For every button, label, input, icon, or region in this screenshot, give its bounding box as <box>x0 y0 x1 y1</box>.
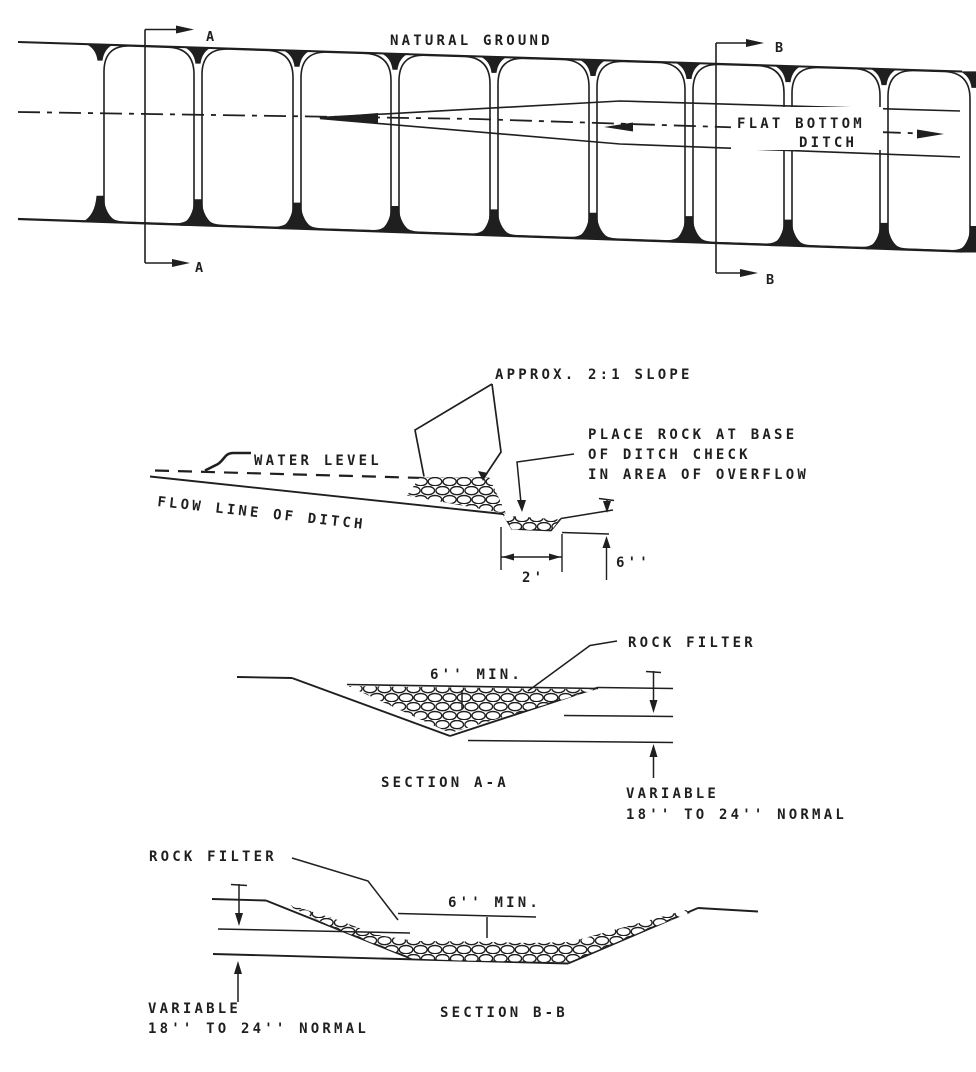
aa-ext-bottom <box>468 741 673 743</box>
section-a-top-arrow-icon <box>176 26 194 34</box>
water-level-line <box>155 471 424 479</box>
water-level-label: WATER LEVEL <box>254 453 382 469</box>
bb-ext-mid <box>218 929 410 933</box>
section-b-marker-bottom: B <box>766 272 775 288</box>
aa-rock-filter-label: ROCK FILTER <box>628 635 756 651</box>
base-depth-dim: 6'' <box>616 555 651 571</box>
base-width-dim: 2' <box>522 570 546 586</box>
section-a-marker-top: A <box>206 29 215 45</box>
flow-arrow-right-icon <box>917 130 944 139</box>
aa-rock-filter-fill <box>348 686 596 733</box>
bb-min-cover-dim: 6'' MIN. <box>448 895 542 911</box>
place-rock-leader-arrow-icon <box>517 500 526 512</box>
depth-ext-lower <box>562 533 609 535</box>
aa-depth-arrow-up-icon <box>650 744 658 757</box>
section-a-marker-bottom: A <box>195 260 204 276</box>
aa-depth-dim-line1: VARIABLE <box>626 786 720 802</box>
plan-view <box>18 26 976 289</box>
approx-slope-label: APPROX. 2:1 SLOPE <box>495 367 693 383</box>
section-bb-title: SECTION B-B <box>440 1005 568 1021</box>
section-cut-b <box>716 39 783 288</box>
place-rock-note-line2: OF DITCH CHECK <box>588 447 751 463</box>
bb-rock-filter-label: ROCK FILTER <box>149 849 277 865</box>
bb-ground-right <box>698 908 758 912</box>
slope-leader-right <box>483 384 501 479</box>
overflow-rock-strip <box>503 516 560 531</box>
aa-depth-arrow-down-icon <box>650 700 658 713</box>
profile-view <box>150 367 809 586</box>
ditch-check-rock-pile <box>407 477 506 514</box>
section-b-marker-top: B <box>775 40 784 56</box>
aa-rock-filter-leader <box>528 641 617 691</box>
place-rock-note-line1: PLACE ROCK AT BASE <box>588 427 798 443</box>
section-aa-title: SECTION A-A <box>381 775 509 791</box>
aa-ext-mid <box>564 716 673 717</box>
bb-rock-filter-fill <box>291 905 690 963</box>
section-b-top-arrow-icon <box>746 39 764 47</box>
aa-depth-dim-line2: 18'' TO 24'' NORMAL <box>626 807 847 823</box>
aa-ground-left <box>237 677 292 678</box>
section-aa <box>237 635 847 823</box>
depth-dim-arrow-up-icon <box>603 536 611 548</box>
bb-depth-arrow-up-icon <box>234 961 242 974</box>
flat-bottom-label-line2: DITCH <box>799 135 858 151</box>
place-rock-leader <box>517 454 574 503</box>
section-a-bottom-arrow-icon <box>172 259 190 267</box>
section-b-bottom-arrow-icon <box>740 269 758 277</box>
aa-min-cover-dim: 6'' MIN. <box>430 667 524 683</box>
flow-line-label: FLOW LINE OF DITCH <box>156 494 367 533</box>
bb-min-cover-line <box>398 914 536 918</box>
width-dim-arrow-right-icon <box>549 554 561 561</box>
bb-depth-dim-line2: 18'' TO 24'' NORMAL <box>148 1021 369 1037</box>
bb-depth-dim-line1: VARIABLE <box>148 1001 242 1017</box>
flat-bottom-label-line1: FLAT BOTTOM <box>737 116 865 132</box>
bb-depth-arrow-down-icon <box>235 913 243 926</box>
section-bb <box>148 849 758 1037</box>
place-rock-note-line3: IN AREA OF OVERFLOW <box>588 467 809 483</box>
water-level-leader <box>205 453 251 471</box>
natural-ground-label: NATURAL GROUND <box>390 33 553 49</box>
slope-leader-left <box>415 384 492 477</box>
width-dim-arrow-left-icon <box>502 554 514 561</box>
aa-ext-top <box>598 688 673 689</box>
depth-ext-upper <box>561 510 613 519</box>
